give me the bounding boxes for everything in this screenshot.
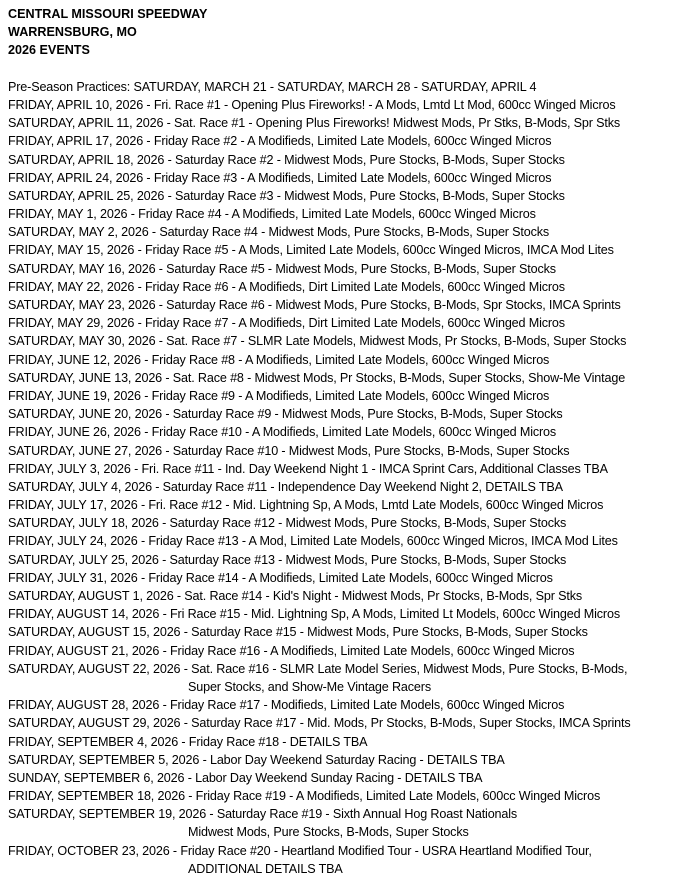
event-line: SATURDAY, MAY 16, 2026 - Saturday Race #5 - Midwest Mods, Pure Stocks, B-Mods, Super Stocks — [8, 261, 556, 276]
event-line: SATURDAY, SEPTEMBER 5, 2026 - Labor Day Weekend Saturday Racing - DETAILS TBA — [8, 752, 505, 767]
event-line-continuation: Midwest Mods, Pure Stocks, B-Mods, Super Stocks — [188, 825, 469, 840]
event-line: FRIDAY, JULY 24, 2026 - Friday Race #13 - A Mod, Limited Late Models, 600cc Winged Micros, IMCA Mod Lites — [8, 534, 618, 549]
event-line: SATURDAY, JULY 18, 2026 - Saturday Race #12 - Midwest Mods, Pure Stocks, B-Mods, Super Stocks — [8, 516, 567, 531]
season-title: 2026 EVENTS — [8, 43, 90, 58]
event-line: FRIDAY, JULY 17, 2026 - Fri. Race #12 - Mid. Lightning Sp, A Mods, Lmtd Late Models, 600cc Winged Micros — [8, 498, 604, 513]
event-line: SATURDAY, AUGUST 1, 2026 - Sat. Race #14 - Kid's Night - Midwest Mods, Pr Stocks, B-Mods, Spr Stks — [8, 589, 582, 603]
event-line: SATURDAY, JUNE 13, 2026 - Sat. Race #8 - Midwest Mods, Pr Stocks, B-Mods, Super Stocks, Show-Me Vintage — [8, 370, 626, 385]
event-list — [8, 96, 686, 878]
event-line: SATURDAY, JUNE 20, 2026 - Saturday Race #9 - Midwest Mods, Pure Stocks, B-Mods, Super Stocks — [8, 407, 563, 422]
event-line: FRIDAY, AUGUST 28, 2026 - Friday Race #17 - Modifieds, Limited Late Models, 600cc Winged Micros — [8, 698, 565, 713]
event-line: SATURDAY, JUNE 27, 2026 - Saturday Race #10 - Midwest Mods, Pure Stocks, B-Mods, Super Stocks — [8, 443, 570, 458]
event-line: FRIDAY, MAY 15, 2026 - Friday Race #5 - A Mods, Limited Late Models, 600cc Winged Micros, IMCA Mod Lites — [8, 243, 614, 258]
event-line: FRIDAY, JUNE 12, 2026 - Friday Race #8 - A Modifieds, Limited Late Models, 600cc Winged Micros — [8, 352, 550, 367]
venue-location: WARRENSBURG, MO — [8, 25, 137, 40]
spacer — [8, 60, 686, 78]
event-line: FRIDAY, APRIL 17, 2026 - Friday Race #2 - A Modifieds, Limited Late Models, 600cc Winged Micros — [8, 134, 552, 149]
event-line: FRIDAY, MAY 29, 2026 - Friday Race #7 - A Modifieds, Dirt Limited Late Models, 600cc Winged Micros — [8, 316, 565, 331]
schedule-document — [8, 5, 686, 878]
event-line: FRIDAY, MAY 1, 2026 - Friday Race #4 - A Modifieds, Limited Late Models, 600cc Winged Micros — [8, 207, 536, 222]
event-line: FRIDAY, JUNE 19, 2026 - Friday Race #9 - A Modifieds, Limited Late Models, 600cc Winged Micros — [8, 388, 550, 403]
event-line: SUNDAY, SEPTEMBER 6, 2026 - Labor Day Weekend Sunday Racing - DETAILS TBA — [8, 770, 483, 785]
event-line: SATURDAY, APRIL 25, 2026 - Saturday Race #3 - Midwest Mods, Pure Stocks, B-Mods, Super Stocks — [8, 188, 565, 203]
event-line: SATURDAY, JULY 4, 2026 - Saturday Race #11 - Independence Day Weekend Night 2, DETAILS TBA — [8, 479, 563, 494]
event-line: SATURDAY, APRIL 11, 2026 - Sat. Race #1 - Opening Plus Fireworks! Midwest Mods, Pr Stks, B-Mods, Spr Stks — [8, 116, 621, 131]
event-line: FRIDAY, OCTOBER 23, 2026 - Friday Race #20 - Heartland Modified Tour - USRA Heartland Modified Tour, — [8, 843, 592, 858]
event-line: SATURDAY, MAY 30, 2026 - Sat. Race #7 - SLMR Late Models, Midwest Mods, Pr Stocks, B-Mods, Super Stocks — [8, 334, 627, 349]
venue-title: CENTRAL MISSOURI SPEEDWAY — [8, 7, 208, 21]
event-line: FRIDAY, JULY 31, 2026 - Friday Race #14 - A Modifieds, Limited Late Models, 600cc Winged Micros — [8, 570, 553, 585]
event-line-continuation: ADDITIONAL DETAILS TBA — [188, 861, 343, 876]
event-line: FRIDAY, APRIL 10, 2026 - Fri. Race #1 - Opening Plus Fireworks! - A Mods, Lmtd Lt Mod, 600cc Winged Micros — [8, 97, 616, 112]
preseason-practices: Pre-Season Practices: SATURDAY, MARCH 21 - SATURDAY, MARCH 28 - SATURDAY, APRIL 4 — [8, 79, 537, 94]
event-line: SATURDAY, AUGUST 15, 2026 - Saturday Race #15 - Midwest Mods, Pure Stocks, B-Mods, Super Stocks — [8, 625, 588, 640]
event-line: FRIDAY, JULY 3, 2026 - Fri. Race #11 - Ind. Day Weekend Night 1 - IMCA Sprint Cars, Additional Classes TBA — [8, 461, 608, 476]
event-line: SATURDAY, JULY 25, 2026 - Saturday Race #13 - Midwest Mods, Pure Stocks, B-Mods, Super Stocks — [8, 552, 567, 567]
event-line: SATURDAY, MAY 23, 2026 - Saturday Race #6 - Midwest Mods, Pure Stocks, B-Mods, Spr Stocks, IMCA Sprints — [8, 298, 621, 312]
event-line-continuation: Super Stocks, and Show-Me Vintage Racers — [188, 679, 431, 694]
event-line: FRIDAY, AUGUST 14, 2026 - Fri Race #15 - Mid. Lightning Sp, A Mods, Limited Lt Models, 600cc Winged Micros — [8, 607, 620, 622]
event-line: SATURDAY, AUGUST 29, 2026 - Saturday Race #17 - Mid. Mods, Pr Stocks, B-Mods, Super Stocks, IMCA Sprints — [8, 716, 631, 731]
event-line: SATURDAY, AUGUST 22, 2026 - Sat. Race #16 - SLMR Late Model Series, Midwest Mods, Pure Stocks, B-Mods, — [8, 661, 628, 676]
event-line: SATURDAY, MAY 2, 2026 - Saturday Race #4 - Midwest Mods, Pure Stocks, B-Mods, Super Stocks — [8, 225, 550, 240]
event-line: SATURDAY, SEPTEMBER 19, 2026 - Saturday Race #19 - Sixth Annual Hog Roast Nationals — [8, 807, 518, 822]
event-line: FRIDAY, SEPTEMBER 18, 2026 - Friday Race #19 - A Modifieds, Limited Late Models, 600cc Winged Micros — [8, 789, 601, 804]
event-line: FRIDAY, JUNE 26, 2026 - Friday Race #10 - A Modifieds, Limited Late Models, 600cc Winged Micros — [8, 425, 557, 440]
event-line: FRIDAY, MAY 22, 2026 - Friday Race #6 - A Modifieds, Dirt Limited Late Models, 600cc Winged Micros — [8, 279, 565, 294]
event-line: FRIDAY, APRIL 24, 2026 - Friday Race #3 - A Modifieds, Limited Late Models, 600cc Winged Micros — [8, 170, 552, 185]
event-line: FRIDAY, AUGUST 21, 2026 - Friday Race #16 - A Modifieds, Limited Late Models, 600cc Winged Micros — [8, 643, 575, 658]
event-line: SATURDAY, APRIL 18, 2026 - Saturday Race #2 - Midwest Mods, Pure Stocks, B-Mods, Super Stocks — [8, 152, 565, 167]
event-line: FRIDAY, SEPTEMBER 4, 2026 - Friday Race #18 - DETAILS TBA — [8, 734, 368, 749]
